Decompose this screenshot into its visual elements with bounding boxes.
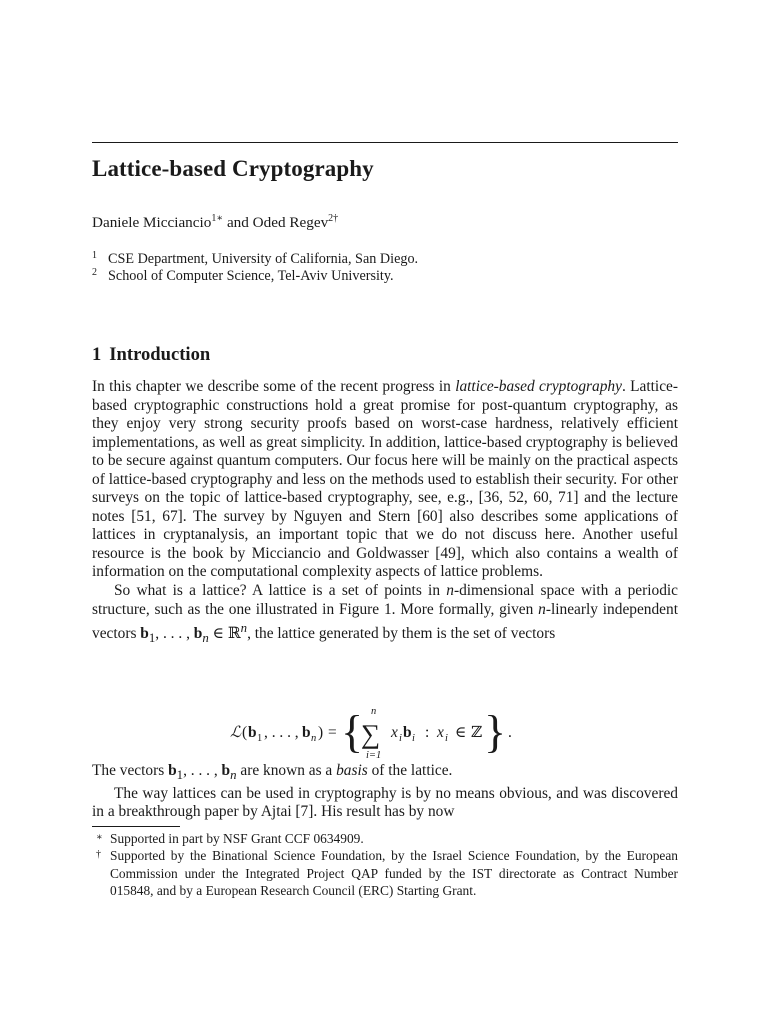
p2-text-5: , the lattice generated by them is the set of vectors: [247, 625, 556, 643]
eq-x2-sub: i: [445, 733, 448, 744]
eq-element-of: ∈: [455, 724, 467, 741]
eq-x2: x: [437, 724, 444, 741]
footnote-2-mark: †: [96, 849, 101, 861]
section-title: Introduction: [109, 344, 211, 365]
footnote-2: [92, 847, 678, 899]
paragraph-3: The vectors $b_1$, . . . , $b_n$ are known as a basis of the lattice.: [92, 762, 453, 783]
footnote-2-text: Supported by the Binational Science Foundation, by the Israel Science Foundation, by the European Commission under the Integrated Project QAP funded by the IST directorate as Contract Number 015848, and by a European Research Council (ERC) Starting Grant.: [110, 848, 678, 898]
paragraph-1-rest: . Lattice-based cryptographic constructions hold a great promise for post-quantum cryptography, as they enjoy very strong security proofs based on worst-case hardness, relatively efficient implementations, as well as great simplicity. In addition, lattice-based cryptography is believed to be secure against quantum computers. Our focus here will be mainly on the practical aspects of lattice-based cryptography and less on the methods used to establish their security. For other surveys on the topic of lattice-based cryptography, see, e.g., [36, 52, 60, 71] and the lecture notes [51, 67]. The survey by Nguyen and Stern [60] also describes some applications of lattices in cryptanalysis, an important topic that we do not discuss here. Another useful resource is the book by Micciancio and Goldwasser [49], which also contains a wealth of information on the computational complexity aspects of lattice problems.: [92, 378, 678, 581]
footnote-1-mark: ∗: [96, 832, 103, 843]
eq-b1-sub: 1: [257, 733, 263, 744]
eq-b: b: [403, 724, 412, 741]
eq-left-brace: {: [341, 706, 364, 757]
author-2: Oded Regev: [252, 214, 329, 231]
real-numbers-symbol: ℝ: [227, 624, 241, 643]
eq-x: x: [391, 724, 398, 741]
p3-text-3: of the lattice.: [367, 762, 453, 779]
p2-var-n: n: [446, 582, 454, 600]
paragraph-1-start: In this chapter we describe some of the recent progress in: [92, 378, 456, 395]
footnote-1: [92, 830, 678, 847]
author-1: Daniele Micciancio: [92, 214, 212, 231]
body-text: [92, 378, 678, 648]
author-conjunction: and: [223, 214, 253, 231]
affiliation-2-text: School of Computer Science, Tel-Aviv University.: [108, 268, 394, 284]
footnote-1-text: Supported in part by NSF Grant CCF 0634909.: [110, 831, 364, 846]
affiliation-2: [92, 267, 394, 285]
eq-period: .: [508, 724, 512, 741]
paper-title: Lattice-based Cryptography: [92, 156, 374, 181]
top-rule: [92, 142, 678, 143]
eq-equals: =: [328, 724, 337, 741]
eq-integers: ℤ: [471, 723, 483, 741]
footnotes: [92, 830, 678, 899]
eq-dots: , . . . ,: [264, 724, 299, 741]
affiliation-1: [92, 250, 418, 268]
affiliation-1-text: CSE Department, University of California, San Diego.: [108, 251, 419, 267]
vec-b-n: b: [193, 625, 203, 643]
section-number: 1: [92, 344, 102, 365]
eq-close-paren: ): [318, 724, 324, 741]
eq-sum-bottom: i=1: [366, 750, 382, 761]
author-line: [92, 214, 338, 232]
p2-text-3: -linearly independent vectors: [92, 600, 678, 643]
eq-sum-top: n: [371, 706, 377, 717]
p2-var-n2: n: [538, 600, 546, 618]
eq-b-sub: i: [412, 733, 415, 744]
lattice-equation: [92, 701, 678, 763]
paragraph-2: So what is a lattice? A lattice is a set of points in n-dimensional space with a periodic structure, such as the one illustrated in Figure 1. More formally, given n-linearly independent vectors $b_1$, . . . , $b_n$ ∈ ℝ$^n$, the lattice generated by them is the set of vectors: [92, 582, 679, 646]
eq-sum-sign: ∑: [361, 719, 381, 749]
p3-vec-bn: b: [221, 762, 231, 779]
p2-text-4: ∈: [208, 625, 228, 643]
affiliation-2-number: 2: [92, 267, 97, 278]
p2-text-1: So what is a lattice? A lattice is a set of points in: [114, 582, 447, 600]
eq-bn: b: [302, 724, 311, 741]
author-2-mark: 2†: [328, 213, 339, 224]
p2-text-2: -dimensional space with a periodic structure, such as the one illustrated in Figure 1. More formally, given: [92, 582, 679, 618]
eq-open-paren: (: [242, 724, 248, 741]
eq-colon: :: [425, 724, 430, 741]
paragraph-1: [92, 378, 678, 582]
eq-x-sub: i: [399, 733, 402, 744]
eq-lattice-symbol: ℒ: [230, 724, 242, 741]
paragraph-4: The way lattices can be used in cryptography is by no means obvious, and was discovered in a breakthrough paper by Ajtai [7]. His result has by now: [92, 784, 678, 821]
p3-emphasis: basis: [336, 762, 368, 779]
eq-bn-sub: n: [311, 733, 317, 744]
eq-b1: b: [248, 724, 257, 741]
affiliation-1-number: 1: [92, 250, 97, 261]
p3-text-1: The vectors: [92, 762, 169, 779]
body-text-continued: [92, 762, 678, 822]
p2-vectors: $b_1$, . . . , $b_n$: [140, 625, 209, 646]
p3-text-2: are known as a: [236, 762, 337, 779]
author-1-mark: 1∗: [211, 213, 224, 224]
section-heading: [92, 344, 210, 366]
p3-vec-b1: b: [168, 762, 177, 779]
footnote-rule: [92, 826, 180, 827]
vec-b: b: [140, 625, 149, 643]
eq-right-brace: }: [484, 706, 507, 757]
paragraph-1-emphasis: lattice-based cryptography: [455, 378, 622, 395]
